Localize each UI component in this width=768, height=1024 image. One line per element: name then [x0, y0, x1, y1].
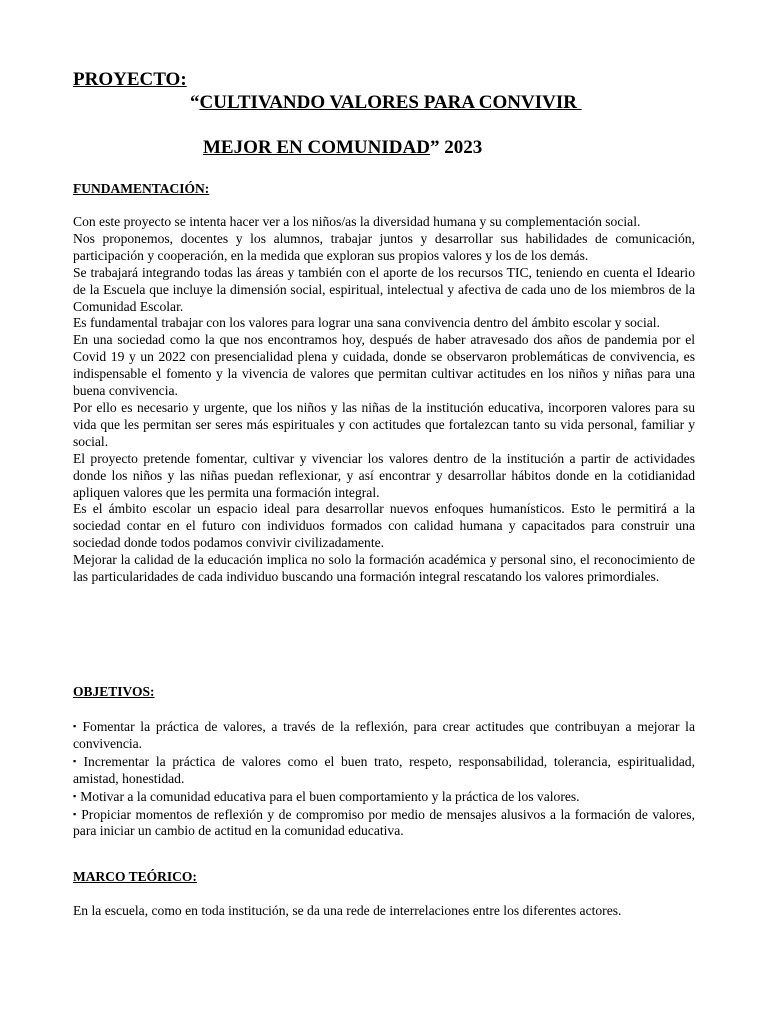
objetivo-text: Propiciar momentos de reflexión y de compromiso por medio de mensajes alusivos a la formación de valores, para iniciar un cambio de actitud en la comunidad educativa. — [73, 806, 695, 839]
marco-teorico-heading: MARCO TEÓRICO: — [73, 869, 197, 884]
bullet-icon: ▪ — [73, 755, 80, 766]
title-line-1-text: CULTIVANDO VALORES PARA CONVIVIR — [199, 92, 582, 113]
objetivo-text: Motivar a la comunidad educativa para el buen comportamiento y la práctica de los valores. — [80, 788, 580, 804]
objetivo-text: Incrementar la práctica de valores como el buen trato, respeto, responsabilidad, tolerancia, espiritualidad, amistad, honestidad. — [73, 753, 695, 786]
objetivo-item — [73, 806, 695, 841]
objetivo-item — [73, 753, 695, 788]
objetivos-list — [73, 718, 695, 840]
objetivo-text: Fomentar la práctica de valores, a través de la reflexión, para crear actitudes que contribuyan a mejorar la convivencia. — [73, 719, 695, 751]
objetivo-item — [73, 788, 695, 806]
title-close-quote: ” — [429, 137, 440, 158]
fundamentacion-paragraph: Por ello es necesario y urgente, que los niños y las niñas de la institución educativa, incorporen valores para su vida que les permitan ser seres más espirituales y con actitudes que fortalezcan tanto su vida personal, familiar y social. — [73, 399, 695, 449]
marco-teorico-body — [73, 903, 695, 920]
title-year: 2023 — [439, 137, 483, 158]
objetivo-item — [73, 718, 695, 753]
bullet-icon: ▪ — [73, 790, 77, 801]
proyecto-label: PROYECTO: — [73, 69, 187, 90]
title-open-quote: “ — [190, 92, 200, 113]
project-title-line-2 — [203, 137, 482, 159]
fundamentacion-paragraph: Con este proyecto se intenta hacer ver a los niños/as la diversidad humana y su complementación social. — [73, 214, 641, 229]
fundamentacion-paragraph: En una sociedad como la que nos encontramos hoy, después de haber atravesado dos años de pandemia por el Covid 19 y un 2022 con presencialidad plena y cuidada, donde se observaron problemáticas de convivencia, es indispensable el fomento y la vivencia de valores que permitan cultivar actitudes en los niños y niñas para una buena convivencia. — [73, 332, 695, 399]
fundamentacion-paragraph: Es el ámbito escolar un espacio ideal para desarrollar nuevos enfoques humanísticos. Esto le permitirá a la sociedad contar en el futuro con individuos formados con calidad humana y capacitados para construir una sociedad donde todos podamos convivir civilizadamente. — [73, 501, 695, 551]
fundamentacion-paragraph: Mejorar la calidad de la educación implica no solo la formación académica y personal sino, el reconocimiento de las particularidades de cada individuo buscando una formación integral rescatando los valores primordiales. — [73, 552, 695, 585]
project-title-line-1 — [190, 92, 582, 114]
bullet-icon: ▪ — [73, 721, 79, 731]
bullet-icon: ▪ — [73, 808, 78, 819]
fundamentacion-heading: FUNDAMENTACIÓN: — [73, 181, 210, 196]
fundamentacion-paragraph: Es fundamental trabajar con los valores para lograr una sana convivencia dentro del ámbito escolar y social. — [73, 315, 660, 331]
fundamentacion-paragraph: El proyecto pretende fomentar, cultivar y vivenciar los valores dentro de la institución a partir de actividades donde los niños y las niñas puedan reflexionar, y así encontrar y desarrollar hábitos donde en la cotidianidad apliquen valores que les permita una formación integral. — [73, 450, 695, 500]
fundamentacion-paragraph: Se trabajará integrando todas las áreas y también con el aporte de los recursos TIC, teniendo en cuenta el Ideario de la Escuela que incluye la dimensión social, espiritual, intelectual y afectiva de cada uno de los miembros de la Comunidad Escolar. — [73, 264, 695, 314]
objetivos-heading: OBJETIVOS: — [73, 684, 155, 699]
fundamentacion-body — [73, 214, 695, 586]
marco-teorico-paragraph: En la escuela, como en toda institución, se da una rede de interrelaciones entre los diferentes actores. — [73, 903, 622, 918]
fundamentacion-paragraph: Nos proponemos, docentes y los alumnos, trabajar juntos y desarrollar sus habilidades de comunicación, participación y cooperación, en la medida que exploran sus propios valores y los de los demás. — [73, 230, 695, 263]
title-line-2-text: MEJOR EN COMUNIDAD — [203, 137, 430, 158]
